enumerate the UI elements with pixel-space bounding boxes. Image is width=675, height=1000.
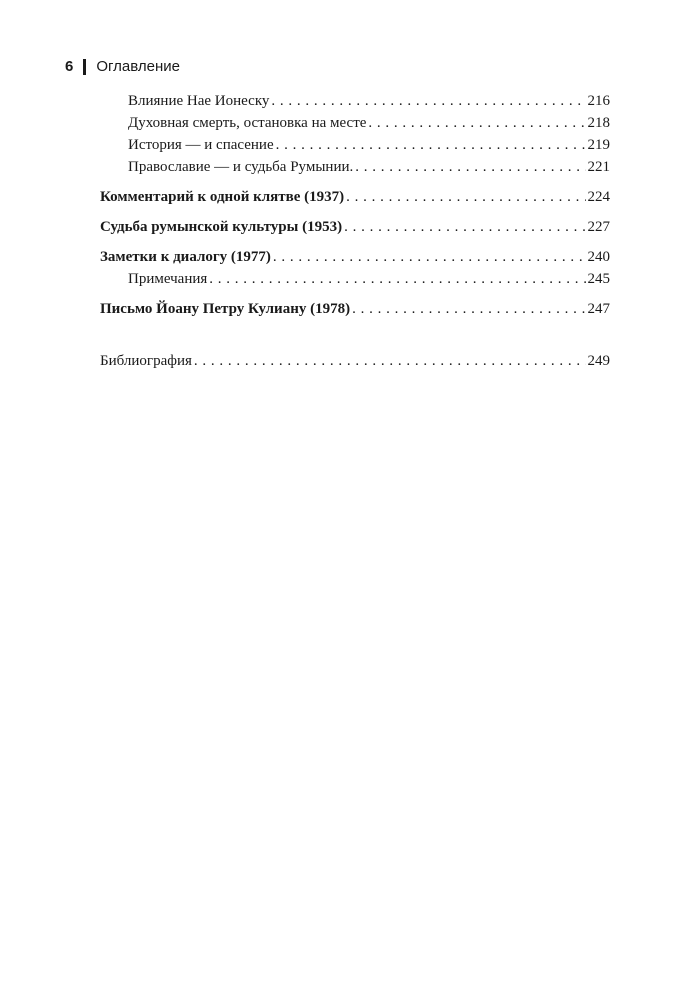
toc-entry-title: Православие — и судьба Румынии. (128, 159, 354, 175)
toc-entry (100, 350, 610, 372)
toc-entry (100, 90, 610, 112)
toc-entry-page: 227 (587, 219, 610, 235)
toc-entry-title: Комментарий к одной клятве (1937) (100, 189, 345, 205)
dot-leader (276, 134, 586, 156)
toc-entry-page: 247 (587, 301, 610, 317)
toc-entry (100, 298, 610, 320)
table-of-contents (100, 90, 610, 372)
dot-leader (344, 216, 585, 238)
toc-entry (100, 268, 610, 290)
toc-entry-page: 240 (587, 249, 610, 265)
toc-entry (100, 112, 610, 134)
toc-entry-page: 218 (587, 115, 610, 131)
dot-leader (194, 350, 586, 372)
toc-entry (100, 246, 610, 268)
dot-leader (352, 298, 585, 320)
toc-entry-title: Судьба румынской культуры (1953) (100, 219, 343, 235)
toc-entry (100, 216, 610, 238)
toc-entry-page: 224 (587, 189, 610, 205)
toc-entry-title: Влияние Нае Ионеску (128, 93, 270, 109)
running-header (65, 56, 180, 78)
toc-entry-title: Письмо Йоану Петру Кулиану (1978) (100, 301, 351, 317)
toc-entry-page: 245 (587, 271, 610, 287)
dot-leader (273, 246, 586, 268)
page-number: 6 (65, 58, 74, 75)
toc-entry-title: История — и спасение (128, 137, 274, 153)
toc-entry (100, 156, 610, 178)
dot-leader (271, 90, 585, 112)
toc-entry-title: Духовная смерть, остановка на месте (128, 115, 367, 131)
toc-entry-page: 216 (587, 93, 610, 109)
toc-entry-title: Библиография (100, 353, 192, 369)
toc-entry-title: Примечания (128, 271, 208, 287)
section-title: Оглавление (96, 58, 180, 75)
dot-leader (346, 186, 585, 208)
toc-entry-page: 219 (587, 137, 610, 153)
dot-leader (368, 112, 585, 134)
toc-entry-page: 249 (587, 353, 610, 369)
dot-leader (355, 156, 585, 178)
toc-entry-title: Заметки к диалогу (1977) (100, 249, 271, 265)
header-separator-bar (83, 59, 86, 75)
toc-entry-page: 221 (587, 159, 610, 175)
dot-leader (209, 268, 585, 290)
toc-entry (100, 134, 610, 156)
toc-entry (100, 186, 610, 208)
